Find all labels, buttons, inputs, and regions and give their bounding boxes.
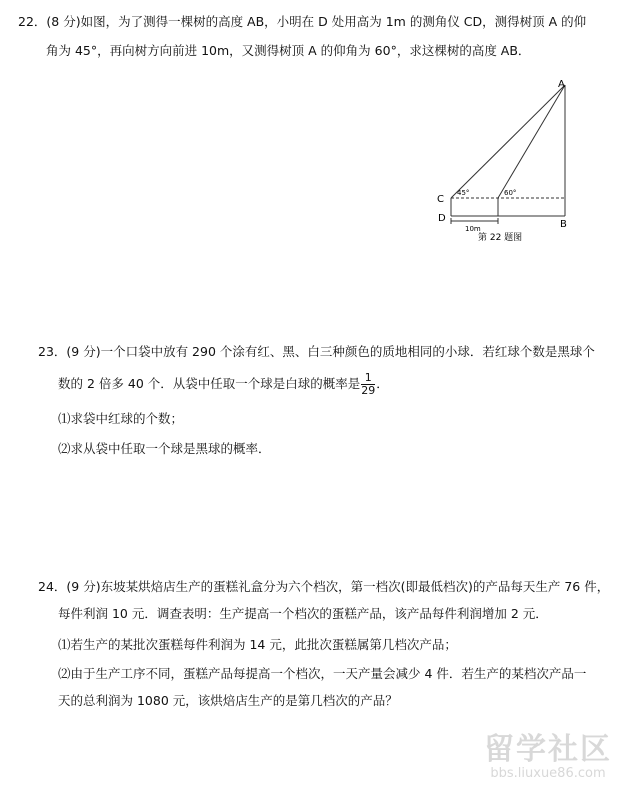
q23-line-2-end: ． [376,376,389,391]
label-a: A [558,79,565,90]
watermark [484,733,612,781]
angle-60-label: 60° [504,189,517,197]
q22-figure [432,75,592,245]
q22-line-1: 22．(8 分)如图，为了测得一棵树的高度 AB，小明在 D 处用高为 1m 的测角仪 CD，测得树顶 A 的仰 [18,14,587,29]
distance-label: 10m [465,225,481,233]
q24-part-2-line-2: 天的总利润为 1080 元，该烘焙店生产的是第几档次的产品？ [58,693,398,708]
q23-line-2-text: 数的 2 倍多 40 个．从袋中任取一个球是白球的概率是 [58,376,361,391]
fraction-denominator: 29 [361,384,376,397]
q24-part-2-line-1: ⑵由于生产工序不同，蛋糕产品每提高一个档次，一天产量会减少 4 件．若生产的某档次产品一 [58,666,587,681]
q22-line-2: 角为 45°，再向树方向前进 10m，又测得树顶 A 的仰角为 60°，求这棵树的高度 AB． [46,43,531,58]
probability-fraction [361,372,375,397]
watermark-logo: 留学社区 [484,732,612,767]
q24-line-2: 每件利润 10 元．调查表明：生产提高一个档次的蛋糕产品，该产品每件利润增加 2 元． [58,606,548,621]
q24-line-1: 24．(9 分)东坡某烘焙店生产的蛋糕礼盒分为六个档次，第一档次(即最低档次)的产品每天生产 76 件， [38,579,610,594]
q24-part-1: ⑴若生产的某批次蛋糕每件利润为 14 元，此批次蛋糕属第几档次产品； [58,637,457,652]
q23-line-2 [58,372,389,397]
figure-caption: 第 22 题图 [478,233,523,243]
label-c: C [437,194,444,205]
q23-part-2: ⑵求从袋中任取一个球是黑球的概率． [58,441,271,456]
label-b: B [560,219,567,230]
q23-line-1: 23．(9 分)一个口袋中放有 290 个涂有红、黑、白三种颜色的质地相同的小球．若红球个数是黑球个 [38,344,595,359]
angle-45-label: 45° [457,189,470,197]
fraction-numerator: 1 [361,372,375,385]
watermark-url: bbs.liuxue86.com [490,766,606,781]
label-d: D [438,213,446,224]
q23-part-1: ⑴求袋中红球的个数； [58,411,184,426]
